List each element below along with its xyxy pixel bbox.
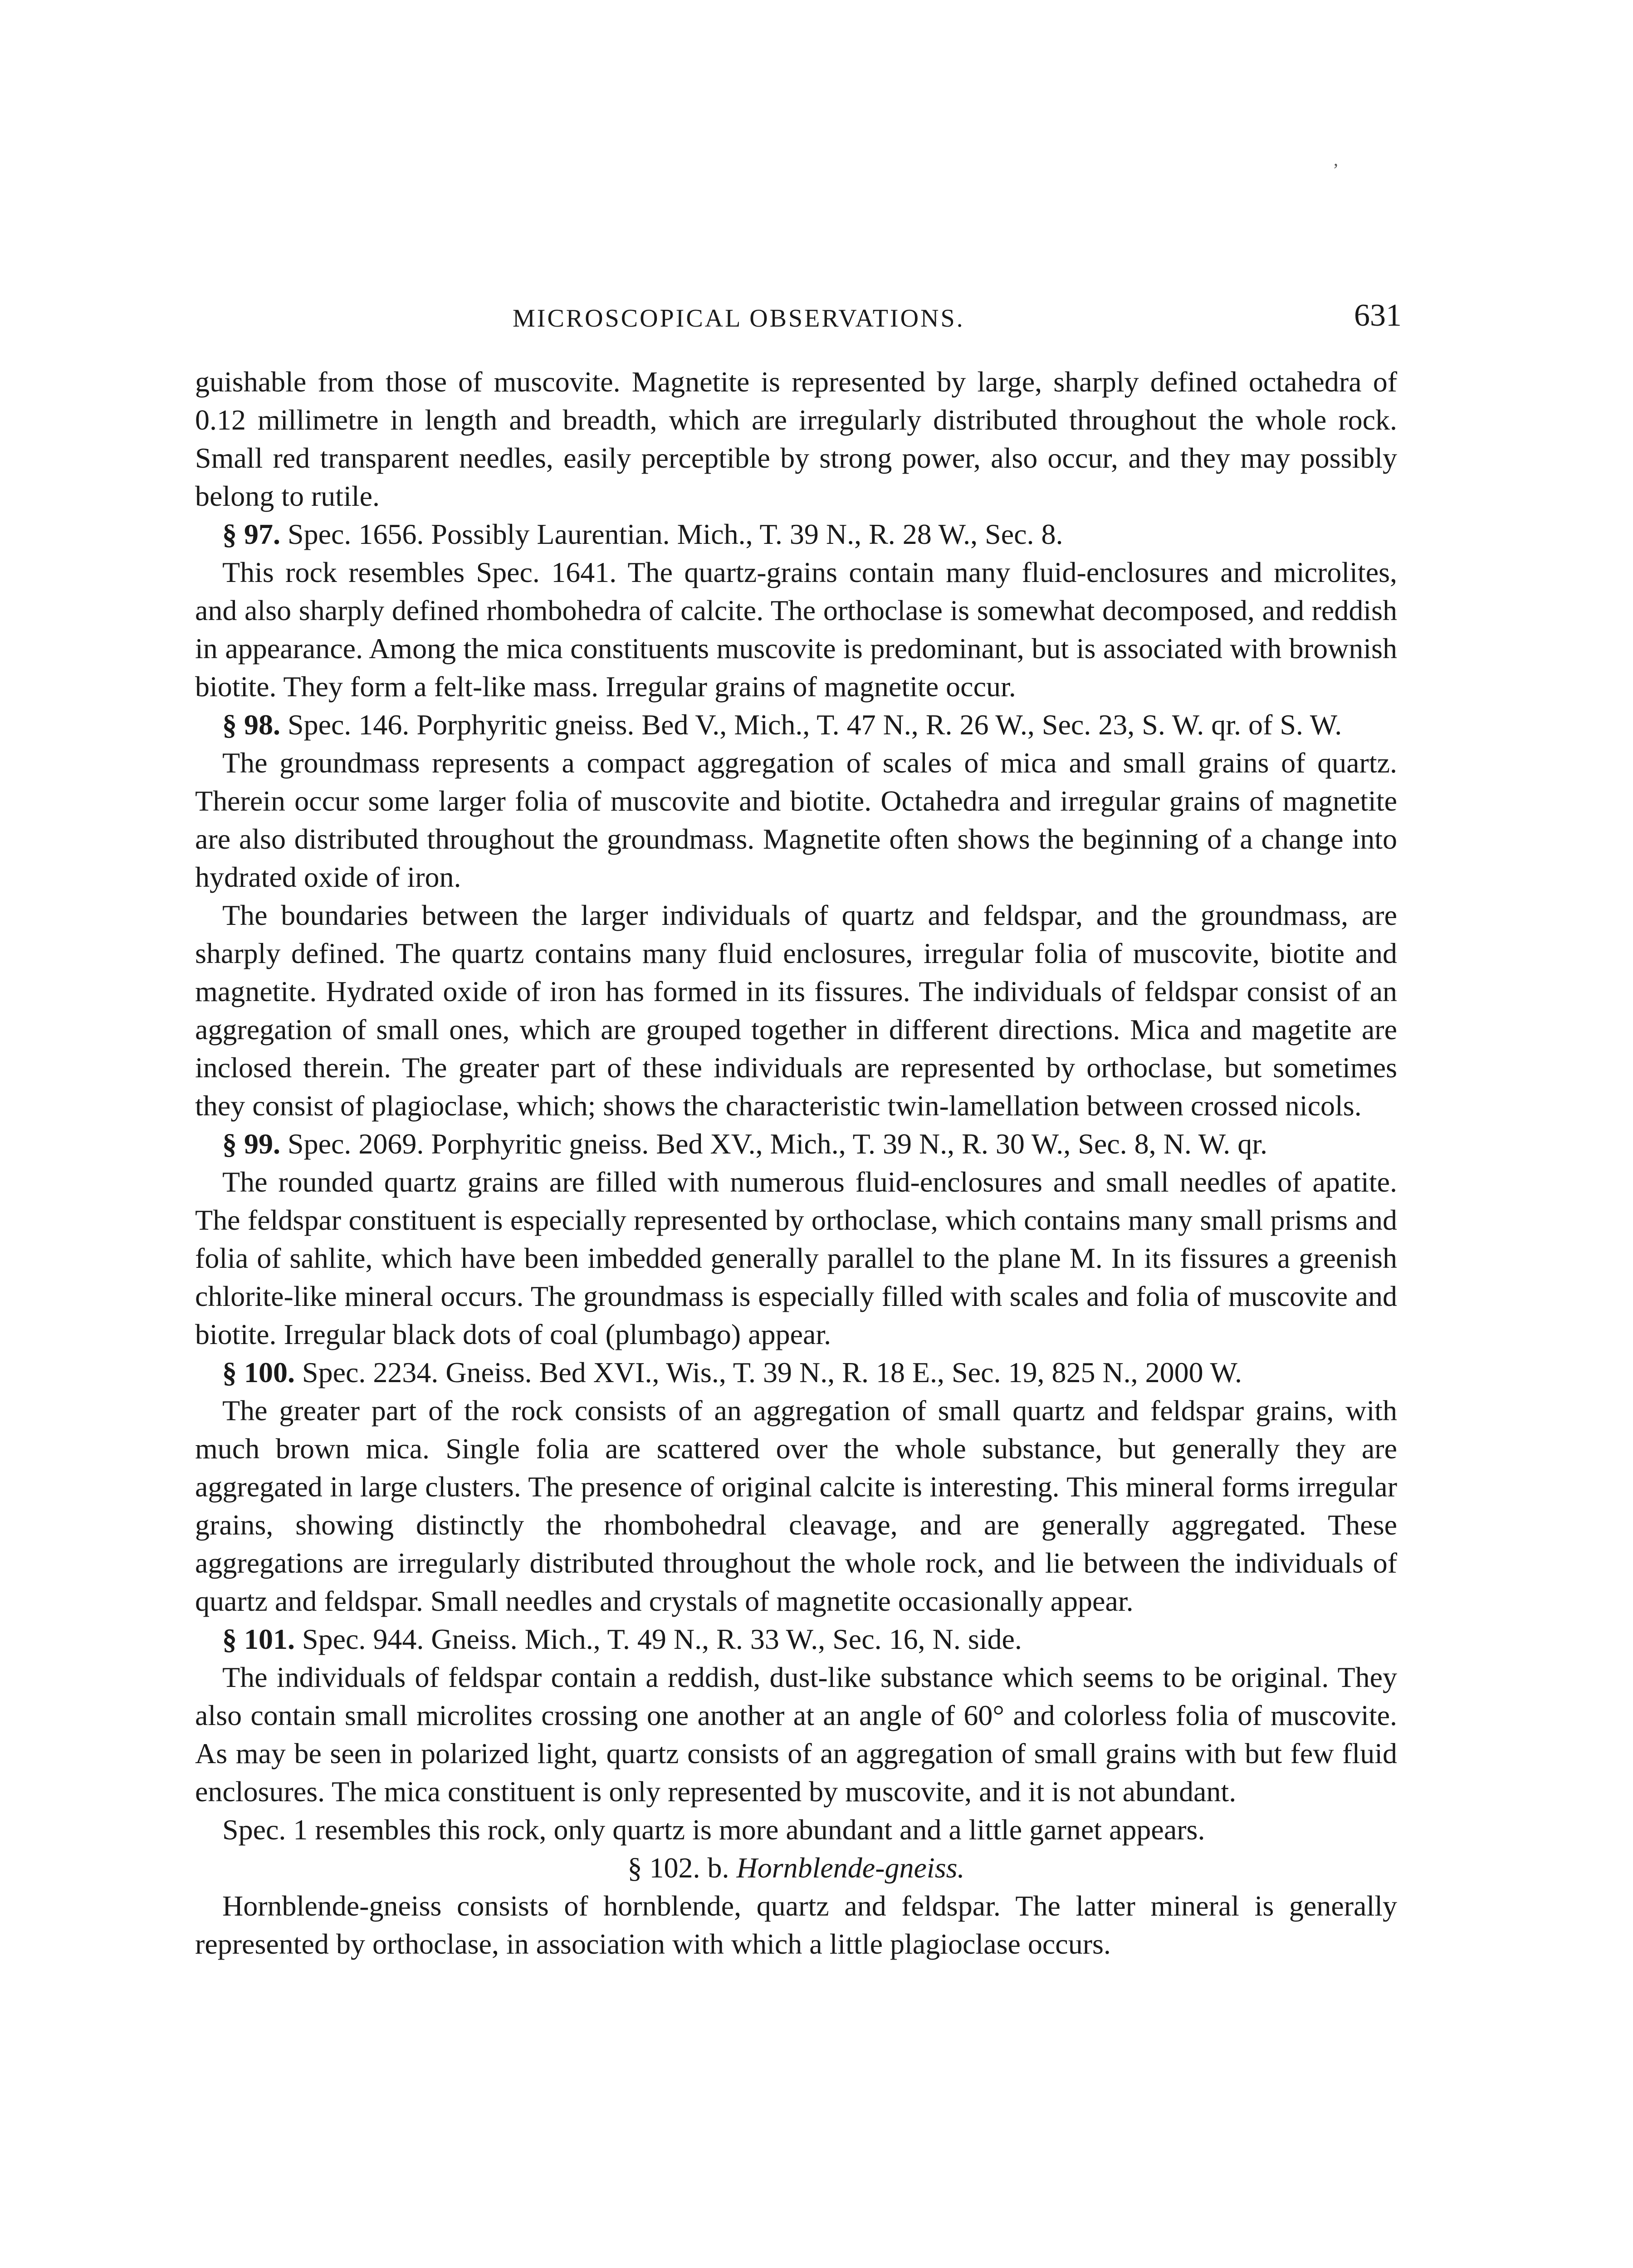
running-head — [195, 295, 1402, 345]
paragraph: The groundmass represents a compact aggregation of scales of mica and small grains of quartz. Therein occur some larger folia of muscovite and biotite. Octahedra and irregular grains of magnetite are also distributed throughout the groundmass. Magnetite often shows the beginning of a change into hydrated oxide of iron. — [195, 747, 1397, 893]
section-102-heading — [195, 1849, 1397, 1887]
paragraph-continued: guishable from those of muscovite. Magnetite is represented by large, sharply defined octahedra of 0.12 millimetre in length and breadth, which are irregularly distributed throughout the whole rock. Small red transparent needles, easily perceptible by strong power, also occur, and they may possibly belong to rutile. — [195, 366, 1397, 512]
body-text — [195, 363, 1397, 1963]
section-letter: b. — [700, 1852, 737, 1884]
section-number: § 102. — [627, 1852, 700, 1884]
specimen-line: Spec. 146. Porphyritic gneiss. Bed V., Mich., T. 47 N., R. 26 W., Sec. 23, S. W. qr. of S. W. — [280, 709, 1342, 741]
stray-mark-top: , — [1334, 149, 1338, 170]
section-number: § 97. — [222, 518, 280, 550]
specimen-line: Spec. 2069. Porphyritic gneiss. Bed XV., Mich., T. 39 N., R. 30 W., Sec. 8, N. W. qr. — [280, 1128, 1267, 1160]
specimen-line: Spec. 2234. Gneiss. Bed XVI., Wis., T. 39 N., R. 18 E., Sec. 19, 825 N., 2000 W. — [295, 1356, 1242, 1388]
paragraph: The greater part of the rock consists of an aggregation of small quartz and feldspar grains, with much brown mica. Single folia are scattered over the whole substance, but generally they are aggregated in large clusters. The presence of original calcite is interesting. This mineral forms irregular grains, showing distinctly the rhombohedral cleavage, and are generally aggregated. These aggregations are irregularly distributed throughout the whole rock, and lie between the individuals of quartz and feldspar. Small needles and crystals of magnetite occasionally appear. — [195, 1394, 1397, 1617]
running-title: MICROSCOPICAL OBSERVATIONS. — [513, 304, 965, 332]
section-101-heading — [195, 1620, 1397, 1658]
specimen-line: Spec. 944. Gneiss. Mich., T. 49 N., R. 33 W., Sec. 16, N. side. — [295, 1623, 1022, 1655]
paragraph: This rock resembles Spec. 1641. The quartz-grains contain many fluid-enclosures and microlites, and also sharply defined rhombohedra of calcite. The orthoclase is somewhat decomposed, and reddish in appearance. Among the mica constituents muscovite is predominant, but is associated with brownish biotite. They form a felt-like mass. Irregular grains of magnetite occur. — [195, 556, 1397, 703]
paragraph: The individuals of feldspar contain a reddish, dust-like substance which seems to be original. They also contain small microlites crossing one another at an angle of 60° and colorless folia of muscovite. As may be seen in polarized light, quartz consists of an aggregation of small grains with but few fluid enclosures. The mica constituent is only represented by muscovite, and it is not abundant. — [195, 1661, 1397, 1808]
section-98-heading — [195, 706, 1397, 744]
paragraph: Hornblende-gneiss consists of hornblende, quartz and feldspar. The latter mineral is generally represented by orthoclase, in association with which a little plagioclase occurs. — [195, 1890, 1397, 1960]
specimen-line: Spec. 1656. Possibly Laurentian. Mich., T. 39 N., R. 28 W., Sec. 8. — [280, 518, 1063, 550]
page-number: 631 — [1354, 298, 1402, 333]
section-97-heading — [195, 515, 1397, 553]
section-number: § 98. — [222, 709, 280, 741]
section-number: § 99. — [222, 1128, 280, 1160]
section-100-heading — [195, 1354, 1397, 1392]
paragraph: The rounded quartz grains are filled with numerous fluid-enclosures and small needles of apatite. The feldspar constituent is especially represented by orthoclase, which contains many small prisms and folia of sahlite, which have been imbedded generally parallel to the plane M. In its fissures a greenish chlorite-like mineral occurs. The groundmass is especially filled with scales and folia of muscovite and biotite. Irregular black dots of coal (plumbago) appear. — [195, 1166, 1397, 1350]
section-99-heading — [195, 1125, 1397, 1163]
section-number: § 100. — [222, 1356, 295, 1388]
paragraph: The boundaries between the larger individuals of quartz and feldspar, and the groundmass, are sharply defined. The quartz contains many fluid enclosures, irregular folia of muscovite, biotite and magnetite. Hydrated oxide of iron has formed in its fissures. The individuals of feldspar consist of an aggregation of small ones, which are grouped together in different directions. Mica and magetite are inclosed therein. The greater part of these individuals are represented by orthoclase, but sometimes they consist of plagioclase, which; shows the characteristic twin-lamellation between crossed nicols. — [195, 899, 1397, 1122]
section-number: § 101. — [222, 1623, 295, 1655]
paragraph: Spec. 1 resembles this rock, only quartz is more abundant and a little garnet appears. — [222, 1813, 1205, 1846]
section-title: Hornblende-gneiss. — [736, 1852, 965, 1884]
